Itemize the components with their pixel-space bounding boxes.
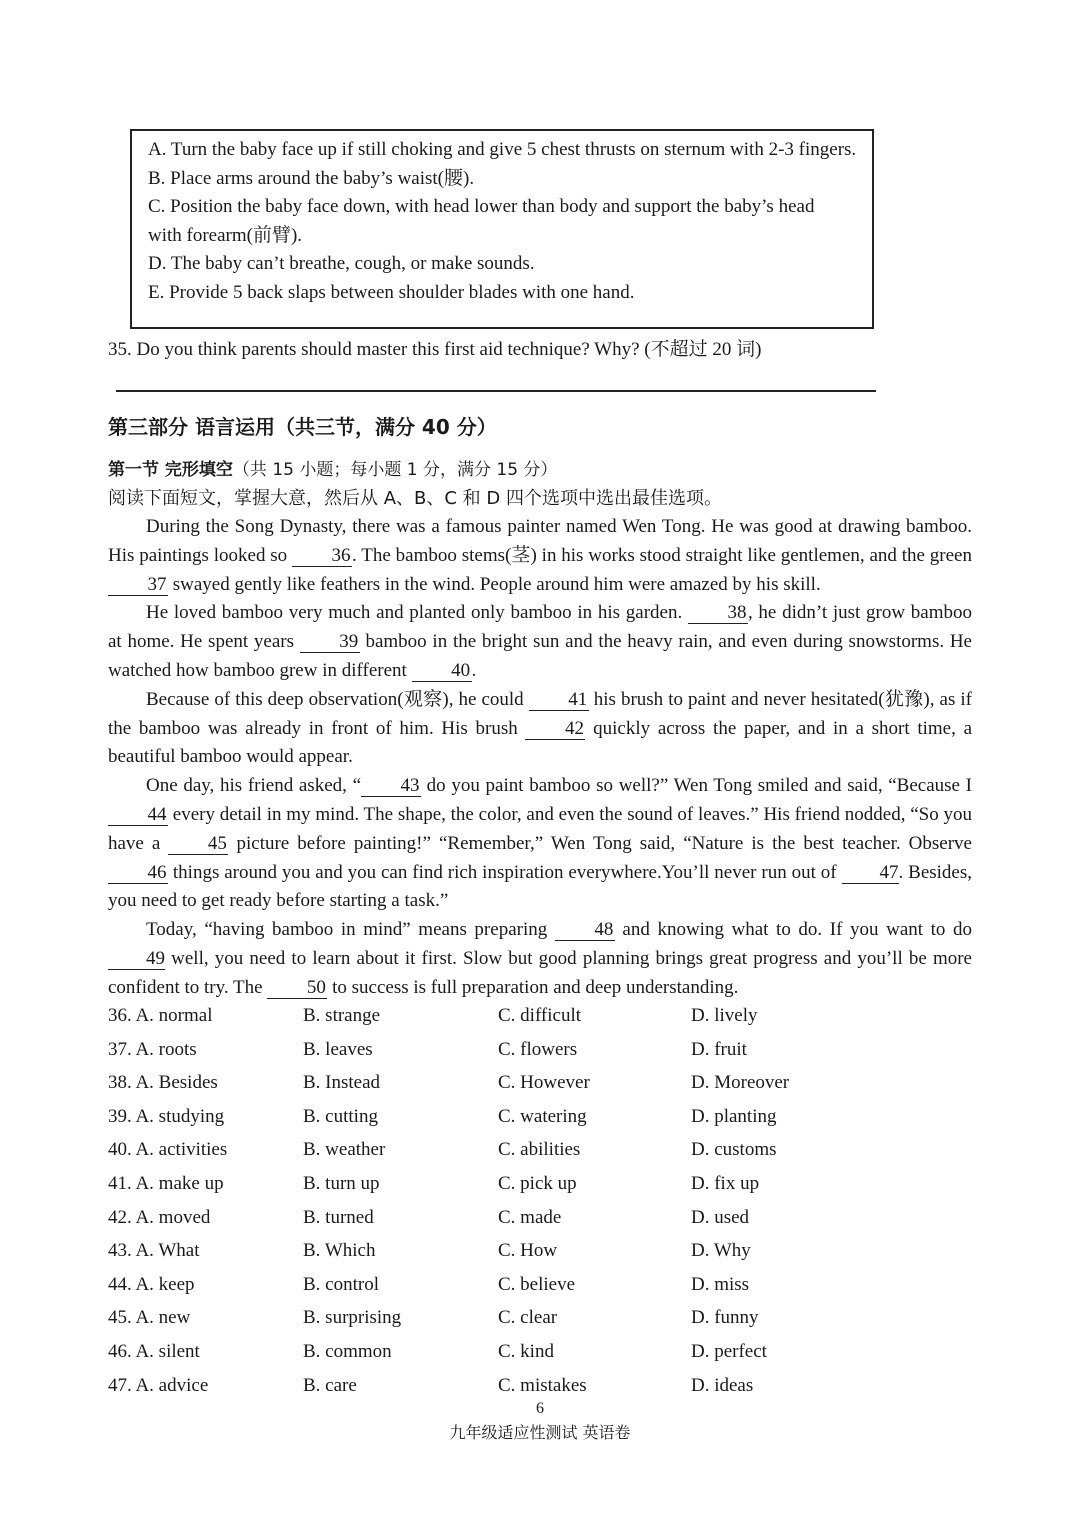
blank-46: 46: [108, 863, 168, 884]
section-detail: （共 15 小题；每小题 1 分，满分 15 分）: [232, 460, 558, 480]
box-line-d: D. The baby can’t breathe, cough, or make sounds.: [148, 253, 535, 274]
option-a: 38. A. Besides: [108, 1072, 218, 1094]
option-a: 44. A. keep: [108, 1273, 195, 1295]
option-d: D. used: [691, 1206, 750, 1228]
option-a: 39. A. studying: [108, 1105, 225, 1127]
option-c: C. pick up: [498, 1172, 577, 1194]
paragraph-4: [108, 772, 972, 916]
blank-50: 50: [267, 978, 327, 999]
part-title: 第三部分 语言运用（共三节，满分 40 分）: [108, 415, 497, 439]
text: Today, “having bamboo in mind” means preparing: [146, 919, 555, 941]
option-b: B. weather: [303, 1139, 386, 1161]
text: bamboo in the bright sun and the heavy rain, and even during snowstorms. He watched how bamboo grew in different: [108, 631, 972, 681]
blank-36: 36: [292, 546, 352, 567]
text: One day, his friend asked, “: [146, 775, 361, 797]
option-d: D. perfect: [691, 1340, 767, 1362]
blank-41: 41: [529, 690, 589, 711]
option-c: C. mistakes: [498, 1374, 587, 1396]
paragraph-3: [108, 686, 972, 772]
option-b: B. surprising: [303, 1307, 402, 1329]
option-a: 42. A. moved: [108, 1206, 211, 1228]
option-a: 43. A. What: [108, 1240, 200, 1262]
option-c: C. believe: [498, 1273, 576, 1295]
option-a: 36. A. normal: [108, 1005, 213, 1026]
question-35: 35. Do you think parents should master this first aid technique? Why? (不超过 20 词): [108, 339, 762, 360]
paragraph-2: [108, 599, 972, 685]
blank-38: 38: [688, 603, 748, 624]
blank-39: 39: [300, 632, 360, 653]
text: . Besides, you need to get ready before starting a task.”: [108, 861, 972, 912]
blank-37: 37: [108, 575, 168, 596]
text: . The bamboo stems(茎) in his works stood straight like gentlemen, and the green: [352, 544, 972, 566]
box-line-a: A. Turn the baby face up if still choking and give 5 chest thrusts on sternum with 2-3 fingers.: [148, 139, 857, 160]
text: things around you and you can find rich inspiration everywhere.You’ll never run out of: [168, 861, 842, 883]
option-d: D. fix up: [691, 1172, 760, 1194]
option-b: B. care: [303, 1374, 357, 1396]
paragraph-5: [108, 916, 972, 1002]
paragraph-1: [108, 513, 972, 599]
section-title: [108, 455, 557, 480]
text: every detail in my mind. The shape, the color, and even the sound of leaves.” His friend nodded, “So you have a: [108, 803, 972, 854]
blank-45: 45: [168, 834, 228, 855]
box-line-b: B. Place arms around the baby’s waist(腰).: [148, 167, 475, 189]
option-c: C. However: [498, 1072, 590, 1094]
option-c: C. How: [498, 1240, 558, 1262]
option-a: 37. A. roots: [108, 1038, 197, 1060]
text: swayed gently like feathers in the wind. People around him were amazed by his skill.: [168, 573, 821, 595]
text: do you paint bamboo so well?” Wen Tong smiled and said, “Because I: [421, 775, 972, 797]
option-a: 47. A. advice: [108, 1374, 209, 1396]
option-c: C. kind: [498, 1340, 554, 1362]
option-c: C. watering: [498, 1105, 587, 1127]
text: to success is full preparation and deep understanding.: [327, 976, 739, 998]
text: , he didn’t just grow bamboo at home. He spent years: [108, 602, 972, 653]
text: picture before painting!” “Remember,” Wen Tong said, “Nature is the best teacher. Observe: [228, 832, 972, 854]
text: well, you need to learn about it first. Slow but good planning brings great progress and you’ll be more confident to try. The: [108, 947, 972, 998]
option-d: D. miss: [691, 1273, 750, 1295]
blank-40: 40: [412, 661, 472, 682]
option-d: D. planting: [691, 1105, 777, 1127]
text: and knowing what to do. If you want to do: [614, 919, 972, 941]
option-d: D. Why: [691, 1240, 751, 1262]
text: During the Song Dynasty, there was a famous painter named Wen Tong. He was good at drawing bamboo. His paintings looked so: [108, 516, 972, 566]
blank-44: 44: [108, 805, 168, 826]
option-b: B. turn up: [303, 1172, 380, 1194]
answer-options-box: [130, 129, 874, 329]
footer-title: 九年级适应性测试 英语卷: [449, 1423, 631, 1442]
option-b: B. Instead: [303, 1072, 381, 1094]
text: quickly across the paper, and in a short time, a beautiful bamboo would appear.: [108, 717, 972, 768]
option-d: D. ideas: [691, 1374, 754, 1396]
option-d: D. lively: [691, 1005, 758, 1026]
option-c: C. difficult: [498, 1005, 582, 1026]
option-b: B. turned: [303, 1206, 374, 1228]
option-a: 45. A. new: [108, 1307, 191, 1329]
option-a: 41. A. make up: [108, 1172, 224, 1194]
option-b: B. strange: [303, 1005, 381, 1026]
cloze-passage: [108, 513, 972, 1003]
option-b: B. common: [303, 1340, 392, 1362]
option-c: C. made: [498, 1206, 562, 1228]
option-d: D. fruit: [691, 1038, 747, 1060]
option-b: B. cutting: [303, 1105, 378, 1127]
box-line-c-cont: with forearm(前臂).: [148, 224, 303, 246]
option-b: B. Which: [303, 1240, 376, 1262]
text: Because of this deep observation(观察), he could: [146, 688, 529, 710]
option-d: D. customs: [691, 1139, 777, 1161]
blank-47: 47: [842, 863, 899, 884]
box-line-e: E. Provide 5 back slaps between shoulder blades with one hand.: [148, 281, 635, 303]
option-c: C. clear: [498, 1307, 558, 1329]
option-d: D. funny: [691, 1307, 759, 1329]
blank-48: 48: [555, 920, 615, 941]
blank-42: 42: [525, 719, 585, 740]
text: his brush to paint and never hesitated(犹豫), as if the bamboo was already in front of him. His brush: [108, 688, 972, 739]
page-number: 6: [536, 1400, 544, 1417]
option-b: B. leaves: [303, 1038, 373, 1060]
text: .: [471, 659, 477, 681]
answer-line: [116, 390, 876, 392]
option-c: C. flowers: [498, 1038, 578, 1060]
box-line-c: C. Position the baby face down, with head lower than body and support the baby’s head: [148, 196, 815, 217]
instruction: 阅读下面短文，掌握大意，然后从 A、B、C 和 D 四个选项中选出最佳选项。: [108, 488, 722, 509]
text: He loved bamboo very much and planted only bamboo in his garden.: [146, 602, 688, 624]
blank-49: 49: [108, 949, 165, 970]
option-c: C. abilities: [498, 1139, 581, 1161]
option-a: 40. A. activities: [108, 1139, 228, 1161]
option-a: 46. A. silent: [108, 1340, 200, 1362]
blank-43: 43: [361, 776, 421, 797]
section-name: 第一节 完形填空: [108, 460, 233, 480]
option-d: D. Moreover: [691, 1072, 790, 1094]
option-b: B. control: [303, 1273, 379, 1295]
